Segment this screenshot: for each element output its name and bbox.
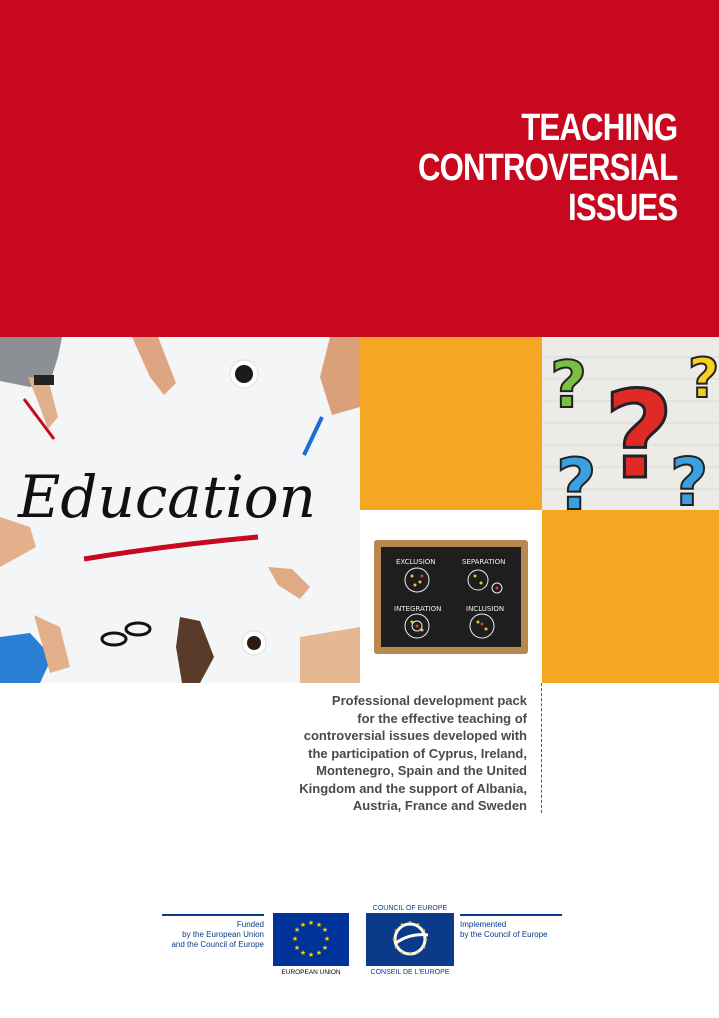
chalkboard-photo <box>360 510 542 683</box>
title-line-1: TEACHING <box>520 107 677 149</box>
svg-text:★: ★ <box>307 919 315 927</box>
education-photo <box>0 337 360 683</box>
description-line: controversial issues developed with <box>303 728 527 743</box>
footer-logos <box>160 900 565 980</box>
dashed-separator <box>541 683 542 813</box>
implemented-line: Implemented <box>460 920 507 929</box>
svg-text:★: ★ <box>293 944 301 952</box>
question-marks-photo <box>542 337 719 510</box>
coe-label-fr: CONSEIL DE L'EUROPE <box>370 969 450 976</box>
cover-title <box>418 108 677 228</box>
eu-flag-logo <box>273 913 349 966</box>
question-mark-red: ? <box>604 367 674 506</box>
funded-rule <box>162 914 264 916</box>
implemented-rule <box>460 914 562 916</box>
coe-emblem-icon <box>366 913 454 966</box>
description-line: Kingdom and the support of Albania, <box>299 780 527 796</box>
coe-label-en: COUNCIL OF EUROPE <box>372 905 448 912</box>
funded-line: and the Council of Europe <box>171 940 264 949</box>
svg-text:★: ★ <box>415 922 421 928</box>
title-line-2: CONTROVERSIAL <box>417 147 677 189</box>
implemented-line: by the Council of Europe <box>460 930 548 939</box>
description-line: Austria, France and Sweden <box>352 798 527 813</box>
question-mark-blue-2: ? <box>670 444 709 510</box>
question-mark-blue: ? <box>556 444 597 510</box>
chalk-label-exclusion: EXCLUSION <box>396 558 436 566</box>
description-line: Montenegro, Spain and the United <box>316 763 527 778</box>
chalk-label-inclusion: INCLUSION <box>466 605 505 613</box>
svg-text:★: ★ <box>321 944 329 952</box>
description-line: for the effective teaching of <box>357 710 527 726</box>
coffee <box>235 365 253 383</box>
svg-text:★: ★ <box>293 926 301 934</box>
question-marks-illustration <box>542 337 719 510</box>
svg-text:★: ★ <box>321 926 329 934</box>
svg-text:★: ★ <box>391 937 397 943</box>
coffee <box>247 636 261 650</box>
svg-text:★: ★ <box>393 945 399 951</box>
svg-text:★: ★ <box>299 949 307 957</box>
header-band <box>0 0 719 337</box>
watch-shape <box>34 375 54 385</box>
funded-line: Funded <box>236 920 264 929</box>
svg-text:★: ★ <box>399 950 405 956</box>
orange-block-top <box>360 337 542 510</box>
education-illustration <box>0 337 360 683</box>
title-line-3: ISSUES <box>567 187 677 229</box>
svg-text:★: ★ <box>421 945 427 951</box>
orange-block-bottom <box>542 510 719 683</box>
svg-text:★: ★ <box>315 921 323 929</box>
question-mark-green: ? <box>550 349 588 423</box>
svg-text:★: ★ <box>421 928 427 934</box>
implemented-text <box>460 920 564 940</box>
chalkboard-illustration <box>360 510 542 683</box>
education-word: Education <box>18 463 317 531</box>
svg-text:★: ★ <box>291 935 299 943</box>
svg-text:★: ★ <box>407 952 413 958</box>
description-line: the participation of Cyprus, Ireland, <box>308 745 527 761</box>
question-mark-yellow: ? <box>688 347 719 410</box>
description-line: Professional development pack <box>331 693 527 708</box>
svg-text:★: ★ <box>299 921 307 929</box>
svg-text:★: ★ <box>423 937 429 943</box>
funded-text <box>160 920 264 950</box>
svg-text:★: ★ <box>307 951 315 959</box>
chalk-label-integration: INTEGRATION <box>394 605 442 613</box>
svg-text:★: ★ <box>399 922 405 928</box>
eu-stars-icon <box>273 913 349 966</box>
svg-text:★: ★ <box>393 928 399 934</box>
description-text <box>247 692 527 815</box>
council-of-europe-logo <box>366 913 454 966</box>
svg-text:★: ★ <box>323 935 331 943</box>
chalk-label-separation: SEPARATION <box>462 558 506 566</box>
eu-label: EUROPEAN UNION <box>281 969 341 976</box>
funded-line: by the European Union <box>182 930 264 939</box>
svg-text:★: ★ <box>407 920 413 926</box>
svg-text:★: ★ <box>415 950 421 956</box>
svg-text:★: ★ <box>315 949 323 957</box>
